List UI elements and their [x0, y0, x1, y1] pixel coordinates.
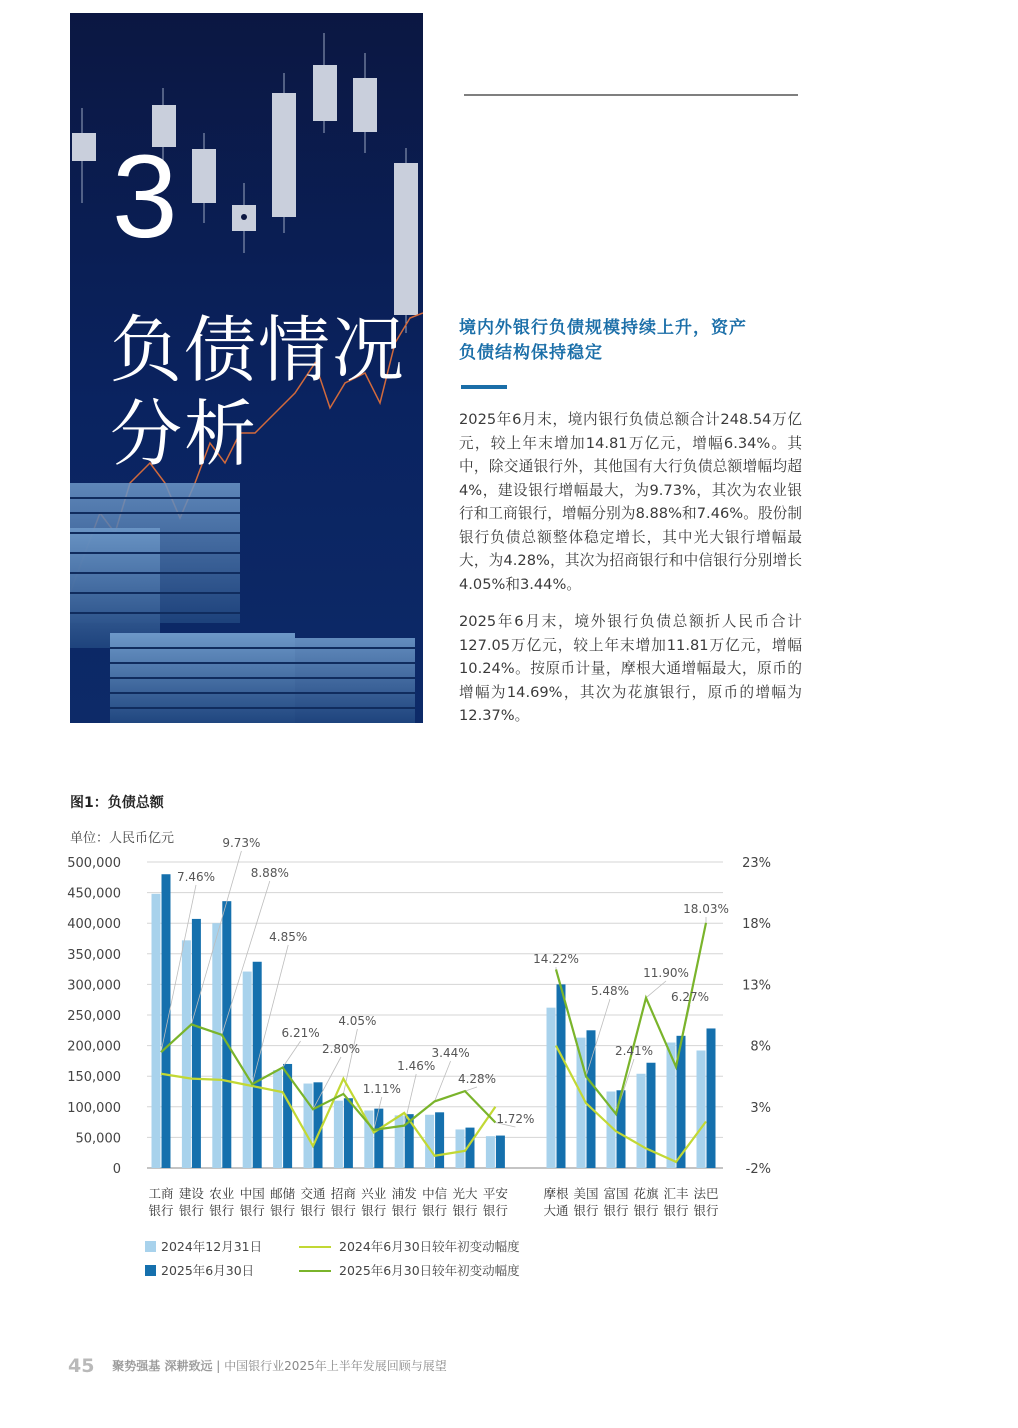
growth-label: 7.46%: [176, 870, 216, 884]
chapter-title-line2: 分析: [110, 392, 259, 476]
x-label-line2: 银行: [633, 1203, 659, 1218]
growth-label: 3.44%: [431, 1046, 470, 1060]
bar-2025-06-30: [374, 1109, 383, 1168]
x-label-line2: 银行: [270, 1203, 296, 1218]
chapter-number: 3: [112, 131, 178, 263]
left-axis-ticks: [67, 856, 121, 1177]
right-tick-label: 18%: [742, 917, 771, 933]
figure-title: 图1：负债总额: [70, 795, 164, 811]
x-label-line2: 银行: [391, 1203, 417, 1218]
left-tick-label: 250,000: [67, 1009, 121, 1024]
x-label-line2: 银行: [573, 1203, 599, 1218]
left-tick-label: 100,000: [67, 1100, 121, 1116]
x-label-line1: 中信: [422, 1186, 448, 1201]
left-tick-label: 300,000: [67, 978, 121, 994]
left-tick-label: 200,000: [67, 1039, 121, 1055]
x-label-line1: 汇丰: [663, 1186, 689, 1201]
x-label-line1: 交通: [300, 1186, 326, 1201]
bar-2024-12-31: [697, 1050, 706, 1168]
x-label-line2: 银行: [209, 1203, 235, 1218]
growth-leader-line: [465, 1087, 477, 1091]
bar-2024-12-31: [637, 1074, 646, 1168]
growth-label: 6.27%: [670, 990, 710, 1004]
growth-label: 8.88%: [250, 866, 289, 880]
left-tick-label: 50,000: [75, 1131, 121, 1147]
growth-leader-line: [646, 981, 666, 998]
growth-label: 1.72%: [496, 1112, 535, 1126]
x-label-line2: 银行: [300, 1203, 326, 1218]
body-paragraph-1: 2025年6月末，境内银行负债总额合计248.54万亿元，较上年末增加14.81万亿元，增幅6.34%。其中，除交通银行外，其他国有大行负债总额增幅均超4%，建设银行增幅最大，为9.73%，其次为农业银行和工商银行，增幅分别为8.88%和7.46%。股份制银行负债总额整体稳定增长，其中光大银行增幅最大，为4.28%，其次为招商银行和中信银行分别增长4.05%和3.44%。: [459, 411, 802, 593]
growth-label: 2.80%: [321, 1042, 361, 1056]
x-label-line2: 银行: [148, 1203, 174, 1218]
page-number: 45: [68, 1355, 95, 1377]
x-label-line2: 银行: [693, 1203, 719, 1218]
x-label-line2: 银行: [482, 1203, 508, 1218]
bar-2025-06-30: [557, 984, 566, 1168]
growth-label: 4.28%: [457, 1072, 497, 1086]
chapter-title-line1: 负债情况: [110, 308, 407, 392]
bar-2024-12-31: [152, 894, 161, 1168]
x-label-line2: 银行: [178, 1203, 204, 1218]
bar-2025-06-30: [617, 1090, 626, 1168]
bar-2024-12-31: [182, 940, 191, 1168]
bar-2024-12-31: [273, 1070, 282, 1168]
x-label-line1: 光大: [452, 1186, 478, 1201]
right-axis-ticks: [742, 856, 771, 1177]
left-tick-label: 150,000: [67, 1070, 121, 1086]
x-label-line2: 大通: [543, 1203, 569, 1218]
bar-2025-06-30: [344, 1098, 353, 1168]
left-tick-label: 400,000: [67, 917, 121, 933]
footer-report-title: 中国银行业2025年上半年发展回顾与展望: [224, 1359, 447, 1373]
x-label-line2: 银行: [452, 1203, 478, 1218]
growth-label: 5.48%: [590, 984, 630, 998]
line-2024-change: [161, 1074, 495, 1156]
bar-2024-12-31: [547, 1008, 556, 1168]
section-accent-bar: [461, 385, 507, 389]
x-label-line1: 花旗: [633, 1186, 659, 1201]
page-footer: [68, 1355, 447, 1377]
growth-label: 14.22%: [533, 952, 579, 966]
x-label-line1: 建设: [178, 1186, 204, 1201]
section-heading: [459, 316, 804, 366]
growth-label: 9.73%: [222, 836, 261, 850]
legend-swatch-2024-12-31: [145, 1241, 156, 1252]
growth-label: 1.11%: [362, 1082, 401, 1096]
bar-2024-12-31: [212, 923, 221, 1168]
right-tick-label: 3%: [750, 1100, 771, 1116]
x-label-line2: 银行: [239, 1203, 265, 1218]
bar-2024-12-31: [456, 1129, 465, 1168]
growth-label: 18.03%: [683, 902, 729, 916]
bar-2025-06-30: [314, 1082, 323, 1168]
growth-label: 6.21%: [281, 1026, 320, 1040]
liabilities-chart: [0, 835, 1018, 1235]
x-label-line1: 平安: [482, 1186, 508, 1201]
section-heading-line2: 负债结构保持稳定: [459, 343, 603, 363]
growth-label: 11.90%: [643, 966, 689, 980]
left-tick-label: 0: [112, 1162, 121, 1177]
bar-2025-06-30: [496, 1136, 505, 1168]
x-axis-labels: [148, 1186, 719, 1218]
x-label-line1: 浦发: [391, 1186, 417, 1201]
x-label-line2: 银行: [422, 1203, 448, 1218]
bar-2025-06-30: [435, 1112, 444, 1168]
right-tick-label: 8%: [750, 1039, 771, 1055]
x-label-line1: 农业: [209, 1186, 235, 1201]
bar-2024-12-31: [486, 1136, 495, 1168]
growth-label: 2.41%: [614, 1044, 654, 1058]
growth-leader-line: [283, 1041, 301, 1068]
legend-label-2025-change: 2025年6月30日较年初变动幅度: [339, 1263, 520, 1278]
legend-label-2024-12-31: 2024年12月31日: [161, 1239, 263, 1254]
bar-2025-06-30: [707, 1028, 716, 1168]
bar-2024-12-31: [425, 1115, 434, 1168]
legend-line-2025-change: [299, 1270, 331, 1272]
x-label-line1: 富国: [603, 1186, 629, 1201]
section-heading-line1: 境内外银行负债规模持续上升，资产: [459, 318, 747, 338]
x-label-line1: 美国: [573, 1186, 599, 1201]
x-label-line2: 银行: [663, 1203, 689, 1218]
left-tick-label: 450,000: [67, 886, 121, 902]
x-label-line1: 中国: [239, 1186, 265, 1201]
legend-label-2025-06-30: 2025年6月30日: [161, 1263, 255, 1278]
growth-label: 4.05%: [338, 1014, 377, 1028]
x-label-line2: 银行: [603, 1203, 629, 1218]
footer-brand: 聚势强基 深耕致远: [112, 1359, 213, 1373]
x-label-line1: 邮储: [270, 1186, 296, 1201]
body-paragraph-2: 2025年6月末，境外银行负债总额折人民币合计127.05万亿元，较上年末增加11.81万亿元，增幅10.24%。按原币计量，摩根大通增幅最大，原币的增幅为14.69%，其次为花旗银行，原币的增幅为12.37%。: [459, 613, 802, 724]
x-label-line1: 招商: [330, 1186, 356, 1201]
bar-2025-06-30: [192, 919, 201, 1168]
x-label-line1: 兴业: [361, 1186, 387, 1201]
growth-label: 1.46%: [397, 1059, 436, 1073]
bar-2025-06-30: [162, 874, 171, 1168]
legend-line-2024-change: [299, 1246, 331, 1248]
legend-swatch-2025-06-30: [145, 1265, 156, 1276]
right-tick-label: -2%: [745, 1162, 771, 1177]
right-tick-label: 23%: [742, 856, 771, 871]
growth-leader-line: [435, 1061, 451, 1101]
legend-label-2024-change: 2024年6月30日较年初变动幅度: [339, 1239, 520, 1254]
chapter-title: [110, 308, 406, 476]
right-tick-label: 13%: [742, 978, 771, 994]
x-label-line1: 法巴: [693, 1186, 719, 1201]
figure-unit-label: 单位：人民币亿元: [70, 831, 175, 846]
left-tick-label: 350,000: [67, 947, 121, 963]
chart-bars: [152, 874, 716, 1168]
footer-separator: |: [216, 1359, 221, 1373]
x-label-line2: 银行: [330, 1203, 356, 1218]
x-label-line1: 工商: [148, 1186, 174, 1201]
x-label-line2: 银行: [361, 1203, 387, 1218]
x-label-line1: 摩根: [543, 1186, 569, 1201]
growth-label: 4.85%: [269, 930, 308, 944]
bar-2025-06-30: [222, 901, 231, 1168]
bar-2024-12-31: [395, 1115, 404, 1168]
top-divider: [464, 94, 798, 96]
left-tick-label: 500,000: [67, 856, 121, 871]
bar-2024-12-31: [334, 1101, 343, 1168]
